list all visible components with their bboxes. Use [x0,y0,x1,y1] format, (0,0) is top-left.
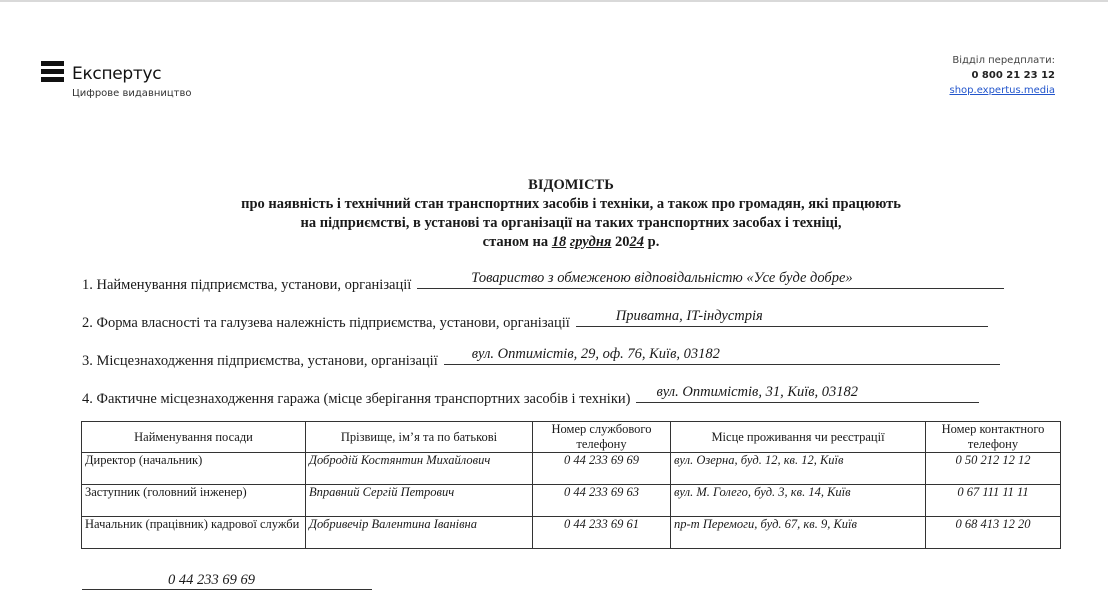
cell-contact-phone: 0 50 212 12 12 [926,453,1061,485]
date-prefix: станом на [482,234,549,250]
title-line-2: на підприємстві, в установі та організації на таких транспортних засобах і техніці, [300,215,842,231]
field-label: 4. Фактичне місцезнаходження гаража (місце зберігання транспортних засобів і техніки) [82,391,631,407]
cell-position: Начальник (працівник) кадрової служби [82,517,306,549]
cell-contact-phone: 0 67 111 11 11 [926,485,1061,517]
cell-full-name: Вправний Сергій Петрович [306,485,533,517]
cell-position: Заступник (головний інженер) [82,485,306,517]
cell-address: вул. Озерна, буд. 12, кв. 12, Київ [671,453,926,485]
field-value[interactable]: Товариство з обмеженою відповідальністю «Усе буде добре» [417,271,1004,289]
table-row [82,453,1061,485]
cell-work-phone: 0 44 233 69 61 [533,517,671,549]
footer-phone: 0 44 233 69 69 [168,572,255,588]
subscription-info [950,53,1056,98]
title-heading: ВІДОМІСТЬ [528,177,614,193]
field-garage-location [82,385,979,408]
cell-full-name: Добродій Костянтин Михайлович [306,453,533,485]
table-row [82,517,1061,549]
field-label: 2. Форма власності та галузева належність підприємства, установи, організації [82,315,570,331]
field-location [82,347,1000,370]
cell-full-name: Добривечір Валентина Іванівна [306,517,533,549]
col-work-phone: Номер службового телефону [533,422,671,453]
cell-contact-phone: 0 68 413 12 20 [926,517,1061,549]
date-year-suffix: 24 [629,234,644,250]
staff-table [81,421,1061,549]
top-border [0,0,1108,2]
title-line-1: про наявність і технічний стан транспортних засобів і техніки, а також про громадян, які працюють [241,196,901,212]
date-month: грудня [569,234,612,250]
field-value[interactable]: вул. Оптимістів, 31, Київ, 03182 [636,385,979,403]
col-position: Найменування посади [82,422,306,453]
col-address: Місце проживання чи реєстрації [671,422,926,453]
date-day: 18 [551,234,567,250]
subscription-phone: 0 800 21 23 12 [971,70,1055,81]
field-label: 3. Місцезнаходження підприємства, установи, організації [82,353,438,369]
field-organization-name [82,271,1004,294]
table-header-row [82,422,1061,453]
field-ownership-form [82,309,988,332]
logo-name: Експертус [72,64,162,84]
field-value[interactable]: вул. Оптимістів, 29, оф. 76, Київ, 03182 [444,347,1000,365]
logo-subtitle: Цифрове видавництво [72,88,192,99]
cell-address: пр-т Перемоги, буд. 67, кв. 9, Київ [671,517,926,549]
shop-link[interactable]: shop.expertus.media [949,85,1055,96]
col-contact-phone: Номер контактного телефону [926,422,1061,453]
subscription-label: Відділ передплати: [952,55,1055,66]
cell-address: вул. М. Голего, буд. 3, кв. 14, Київ [671,485,926,517]
stacked-bars-logo-icon [41,61,64,84]
footer-phone-field[interactable] [82,574,372,590]
col-full-name: Прізвище, ім’я та по батькові [306,422,533,453]
date-year-prefix: 20 [615,234,630,250]
document-title [0,176,1108,252]
table-row [82,485,1061,517]
cell-work-phone: 0 44 233 69 69 [533,453,671,485]
date-year-end: р. [647,234,660,250]
cell-work-phone: 0 44 233 69 63 [533,485,671,517]
field-label: 1. Найменування підприємства, установи, організації [82,277,412,293]
title-date [0,233,1108,252]
field-value[interactable]: Приватна, IT-індустрія [576,309,988,327]
cell-position: Директор (начальник) [82,453,306,485]
